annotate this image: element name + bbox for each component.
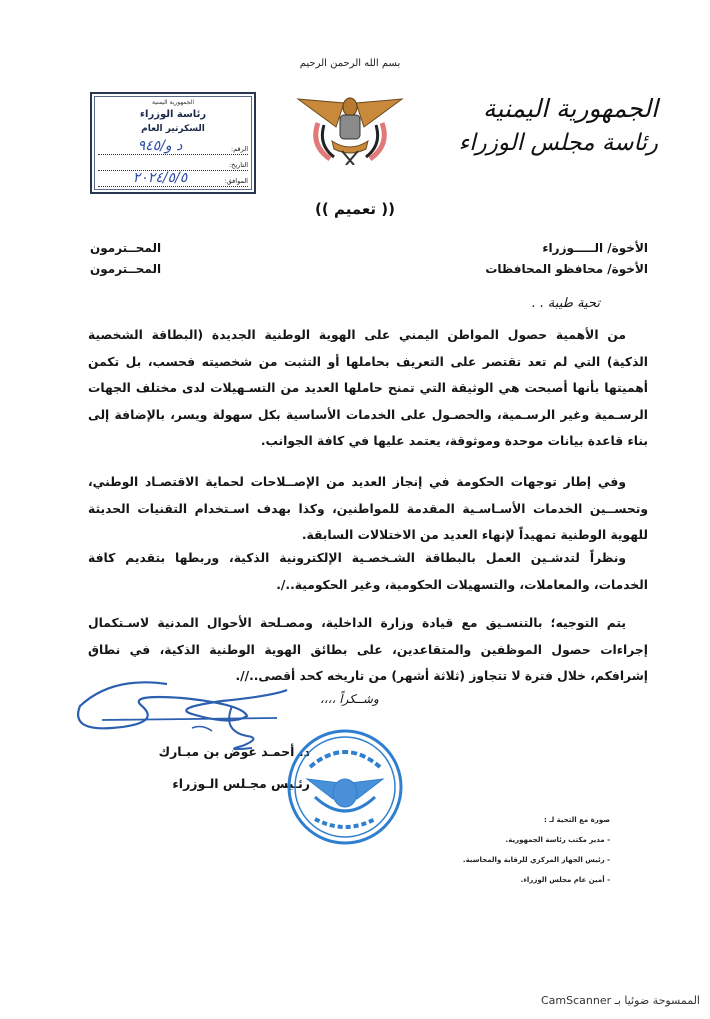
- stamp-number-label: الرقم:: [231, 145, 248, 153]
- addressee-ministers: الأخوة/ الـــــوزراء: [542, 241, 648, 255]
- paragraph-3: [88, 545, 648, 598]
- document-title: (( تعميم )): [315, 200, 395, 218]
- stamp-corresp-label: الموافق:: [224, 177, 248, 185]
- honorific-governors: المحــترمون: [90, 262, 162, 276]
- paragraph-text: ونظراً لتدشـين العمل بالبطاقة الشـخصـية الإلكترونية الذكية، وربطها بتقديم كافة الخدمات، والمعاملات، والتسهيلات الحكومية، وغير الحكومية../.: [88, 551, 648, 592]
- basmala: بسم الله الرحمن الرحيم: [299, 58, 401, 69]
- greeting: تحية طيبة . .: [531, 296, 600, 311]
- signer-title: رئـيس مجـلس الـوزراء: [172, 776, 310, 791]
- cc-item: - مدير مكتب رئاسة الجمهورية.: [410, 830, 610, 850]
- letterhead-country: الجمهورية اليمنية: [482, 94, 658, 123]
- stamp-date-label: التاريخ:: [228, 161, 248, 169]
- stamp-corresp-value: ٢٠٢٤/٥/٥: [132, 170, 188, 186]
- stamp-section: السكرتير العام: [141, 124, 205, 134]
- paragraph-1: [88, 322, 648, 455]
- stamp-corresp-row: [98, 170, 248, 187]
- official-seal-icon: [285, 727, 405, 847]
- signer-name: د. أحمـد عوض بن مبـارك: [158, 744, 310, 759]
- addressee-governors: الأخوة/ محافظو المحافظات: [485, 262, 648, 276]
- letterhead-office: رئاسة مجلس الوزراء: [458, 130, 658, 156]
- stamp-number-value: د و/٩٤٥: [137, 138, 183, 154]
- cc-list: [410, 810, 610, 890]
- stamp-date-row: [98, 154, 248, 171]
- stamp-top-line: الجمهورية اليمنية: [151, 99, 194, 106]
- paragraph-text: وفي إطار توجهات الحكومة في إنجاز العديد من الإصــلاحات لحماية الاقتصـاد الوطني، وتحســين الخدمات الأسـاسـية المقدمة للمواطنين، وكذا بهدف اسـتخدام التقنيات الحديثة للهوية الوطنية تمهيداً لإنهاء العديد من الاختلالات السابقة.: [88, 475, 648, 542]
- letterhead: [458, 92, 658, 160]
- cc-item: - رئيس الجهاز المركزي للرقابة والمحاسبة.: [410, 850, 610, 870]
- honorific-ministers: المحــترمون: [90, 241, 162, 255]
- yemen-eagle-emblem-icon: [296, 85, 404, 165]
- stamp-number-row: [98, 138, 248, 155]
- cc-heading: صورة مع التحية لـ :: [543, 816, 610, 824]
- paragraph-text: يتم التوجيه؛ بالتنسـيق مع قيادة وزارة الداخلية، ومصـلحة الأحوال المدنية لاسـتكمال إجراءات حصول الموظفين والمتقاعدين، على بطائق الهوية الوطنية الذكية، في نطاق إشرافكم، خلال فترة لا تتجاوز (ثلاثة أشهر) من تاريخه كحد أقصى..//.: [88, 616, 648, 683]
- paragraph-text: من الأهمية حصول المواطن اليمني على الهوية الوطنية الجديدة (البطاقة الشخصية الذكية) التي لم تعد تقتصر على التعريف بحاملها أو التثبت من شخصيته فحسب، بل تكمن أهميتها بأنها أصبحت هي الوثيقة التي تمنح حاملها العديد من التسـهيلات لدى مختلف الجهات الرسـمية وغير الرسـمية، والحصـول على الخدمات الأساسية بكل سهولة ويسر، بالإضافة إلى بناء قاعدة بيانات موحدة وموثوقة، يعتمد عليها في كافة الجوانب.: [88, 328, 648, 448]
- stamp-org: رئاسة الوزراء: [139, 109, 207, 120]
- reference-stamp: [90, 92, 256, 194]
- closing-thanks: وشــكراً ،،،،: [320, 692, 379, 706]
- scanner-watermark: الممسوحة ضوئيا بـ CamScanner: [540, 994, 700, 1007]
- cc-item: - أمين عام مجلس الوزراء.: [410, 870, 610, 890]
- paragraph-2: [88, 469, 648, 549]
